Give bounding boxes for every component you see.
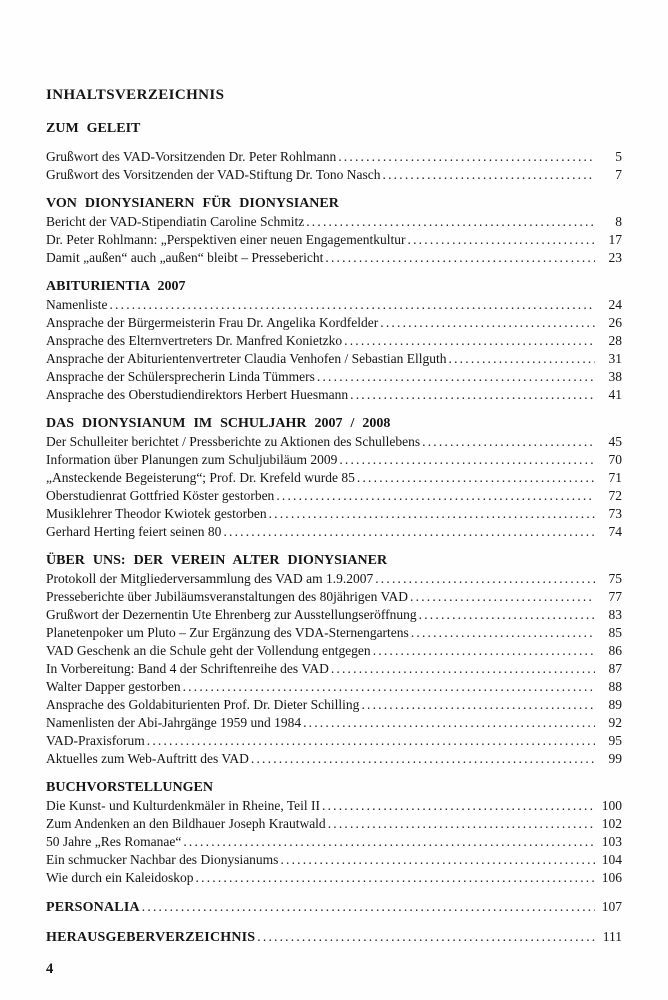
entry-title: Protokoll der Mitgliederversammlung des VAD am 1.9.2007 (46, 571, 374, 586)
toc-entry (46, 523, 622, 541)
dot-leader (196, 869, 595, 887)
entry-page-number: 95 (608, 733, 622, 748)
entry-page-number: 88 (608, 679, 622, 694)
entry-page-number: 8 (615, 214, 622, 229)
toc-entry (46, 368, 622, 386)
dot-leader (357, 469, 595, 487)
entry-page-number: 7 (615, 167, 622, 182)
entry-page-number: 17 (608, 232, 622, 247)
dot-leader (350, 386, 595, 404)
entry-title: Bericht der VAD-Stipendiatin Caroline Schmitz (46, 214, 305, 229)
entry-title: VAD-Praxisforum (46, 733, 145, 748)
page-number: 4 (46, 961, 54, 977)
entry-page-number: 72 (608, 488, 622, 503)
section-heading: ZUM GELEIT (46, 121, 141, 136)
entry-page-number: 73 (608, 506, 622, 521)
entry-title: Musiklehrer Theodor Kwiotek gestorben (46, 506, 267, 521)
entry-page-number: 41 (608, 387, 622, 402)
toc-sections (46, 120, 622, 947)
entry-title: Grußwort des VAD-Vorsitzenden Dr. Peter Rohlmann (46, 149, 337, 164)
dot-leader (257, 928, 595, 946)
entry-page-number: 24 (608, 297, 622, 312)
entry-title: Presseberichte über Jubiläumsveranstaltungen des 80jährigen VAD (46, 589, 409, 604)
toc-entry (46, 588, 622, 606)
toc-entry (46, 487, 622, 505)
entry-title: Walter Dapper gestorben (46, 679, 181, 694)
dot-leader (269, 505, 595, 523)
entry-page-number: 77 (608, 589, 622, 604)
dot-leader (325, 249, 595, 267)
entry-page-number: 99 (608, 751, 622, 766)
toc-heading-entry (46, 898, 622, 917)
toc-entry (46, 386, 622, 404)
dot-leader (410, 588, 595, 606)
toc-entry (46, 314, 622, 332)
toc-entry (46, 815, 622, 833)
toc-entry (46, 505, 622, 523)
toc-entry (46, 296, 622, 314)
section-heading: DAS DIONYSIANUM IM SCHULJAHR 2007 / 2008 (46, 416, 391, 431)
dot-leader (280, 851, 595, 869)
dot-leader (328, 815, 595, 833)
entry-page-number: 74 (608, 524, 622, 539)
entry-page-number: 85 (608, 625, 622, 640)
dot-leader (306, 213, 595, 231)
entry-title: Ein schmucker Nachbar des Dionysianums (46, 852, 279, 867)
entry-page-number: 70 (608, 452, 622, 467)
dot-leader (142, 898, 595, 916)
toc-entry (46, 570, 622, 588)
toc-entry (46, 451, 622, 469)
entry-page-number: 102 (601, 816, 622, 831)
dot-leader (419, 606, 595, 624)
toc-entry (46, 469, 622, 487)
toc-entry (46, 750, 622, 768)
dot-leader (109, 296, 595, 314)
entry-page-number: 87 (608, 661, 622, 676)
toc-entry (46, 350, 622, 368)
dot-leader (344, 332, 595, 350)
toc-entry (46, 660, 622, 678)
toc-section (46, 278, 622, 404)
dot-leader (339, 451, 595, 469)
entry-page-number: 111 (602, 929, 622, 944)
entry-page-number: 106 (601, 870, 622, 885)
toc-entry (46, 624, 622, 642)
entry-title: In Vorbereitung: Band 4 der Schriftenreihe des VAD (46, 661, 329, 676)
entry-title: Wie durch ein Kaleidoskop (46, 870, 194, 885)
entry-title: Ansprache der Abiturientenvertreter Claudia Venhofen / Sebastian Ellguth (46, 351, 447, 366)
toc-entry (46, 606, 622, 624)
entry-title: Gerhard Herting feiert seinen 80 (46, 524, 222, 539)
entry-title: Namenlisten der Abi-Jahrgänge 1959 und 1984 (46, 715, 302, 730)
entry-title: VAD Geschenk an die Schule geht der Vollendung entgegen (46, 643, 371, 658)
section-heading: VON DIONYSIANERN FÜR DIONYSIANER (46, 196, 339, 211)
entry-title: Ansprache des Goldabiturienten Prof. Dr. Dieter Schilling (46, 697, 360, 712)
toc-section (46, 415, 622, 541)
toc-entry (46, 249, 622, 267)
toc-entry (46, 642, 622, 660)
dot-leader (223, 523, 595, 541)
entry-title: Zum Andenken an den Bildhauer Joseph Krautwald (46, 816, 326, 831)
toc-entry (46, 213, 622, 231)
entry-page-number: 107 (601, 899, 622, 914)
section-heading: PERSONALIA (46, 900, 140, 915)
dot-leader (147, 732, 595, 750)
entry-title: Dr. Peter Rohlmann: „Perspektiven einer neuen Engagementkultur (46, 232, 406, 247)
entry-page-number: 71 (608, 470, 622, 485)
toc-entry (46, 696, 622, 714)
dot-leader (373, 642, 595, 660)
entry-title: Der Schulleiter berichtet / Pressberichte zu Aktionen des Schullebens (46, 434, 421, 449)
entry-page-number: 26 (608, 315, 622, 330)
entry-page-number: 104 (601, 852, 622, 867)
entry-title: Grußwort der Dezernentin Ute Ehrenberg zur Ausstellungseröffnung (46, 607, 417, 622)
toc-entry (46, 231, 622, 249)
entry-page-number: 92 (608, 715, 622, 730)
entry-page-number: 38 (608, 369, 622, 384)
entry-title: Planetenpoker um Pluto – Zur Ergänzung des VDA-Sternengartens (46, 625, 409, 640)
entry-title: Ansprache des Oberstudiendirektors Herbert Huesmann (46, 387, 349, 402)
dot-leader (375, 570, 595, 588)
toc-entry (46, 148, 622, 166)
toc-entry (46, 332, 622, 350)
toc-section (46, 898, 622, 917)
entry-page-number: 45 (608, 434, 622, 449)
entry-title: Damit „außen“ auch „außen“ bleibt – Pressebericht (46, 250, 324, 265)
toc-entry (46, 797, 622, 815)
dot-leader (183, 833, 595, 851)
dot-leader (411, 624, 595, 642)
dot-leader (449, 350, 595, 368)
dot-leader (331, 660, 595, 678)
toc-heading-entry (46, 928, 622, 947)
toc-section (46, 779, 622, 887)
entry-page-number: 86 (608, 643, 622, 658)
dot-leader (408, 231, 595, 249)
toc-section (46, 195, 622, 267)
entry-page-number: 5 (615, 149, 622, 164)
dot-leader (322, 797, 595, 815)
dot-leader (276, 487, 595, 505)
entry-title: Aktuelles zum Web-Auftritt des VAD (46, 751, 249, 766)
dot-leader (338, 148, 595, 166)
entry-page-number: 83 (608, 607, 622, 622)
toc-entry (46, 166, 622, 184)
entry-title: Information über Planungen zum Schuljubiläum 2009 (46, 452, 338, 467)
entry-title: Namenliste (46, 297, 108, 312)
toc-entry (46, 732, 622, 750)
toc-entry (46, 869, 622, 887)
entry-title: Oberstudienrat Gottfried Köster gestorben (46, 488, 275, 503)
entry-title: Die Kunst- und Kulturdenkmäler in Rheine, Teil II (46, 798, 320, 813)
dot-leader (361, 696, 595, 714)
dot-leader (380, 314, 595, 332)
entry-page-number: 23 (608, 250, 622, 265)
entry-title: Ansprache des Elternvertreters Dr. Manfred Konietzko (46, 333, 343, 348)
entry-page-number: 103 (601, 834, 622, 849)
entry-page-number: 31 (608, 351, 622, 366)
entry-page-number: 75 (608, 571, 622, 586)
toc-section (46, 928, 622, 947)
toc-entry (46, 678, 622, 696)
dot-leader (383, 166, 595, 184)
section-heading: ABITURIENTIA 2007 (46, 279, 186, 294)
section-heading: HERAUSGEBERVERZEICHNIS (46, 930, 256, 945)
toc-section (46, 552, 622, 768)
section-heading: BUCHVORSTELLUNGEN (46, 780, 213, 795)
dot-leader (422, 433, 595, 451)
entry-page-number: 28 (608, 333, 622, 348)
entry-title: „Ansteckende Begeisterung“; Prof. Dr. Krefeld wurde 85 (46, 470, 355, 485)
dot-leader (303, 714, 595, 732)
dot-leader (317, 368, 595, 386)
toc-title: INHALTSVERZEICHNIS (46, 87, 225, 103)
dot-leader (251, 750, 595, 768)
entry-page-number: 89 (608, 697, 622, 712)
toc-entry (46, 433, 622, 451)
entry-title: Ansprache der Bürgermeisterin Frau Dr. Angelika Kordfelder (46, 315, 379, 330)
toc-entry (46, 833, 622, 851)
entry-title: Ansprache der Schülersprecherin Linda Tümmers (46, 369, 315, 384)
entry-title: 50 Jahre „Res Romanae“ (46, 834, 182, 849)
entry-page-number: 100 (601, 798, 622, 813)
toc-entry (46, 714, 622, 732)
dot-leader (183, 678, 595, 696)
toc-section (46, 120, 622, 184)
toc-entry (46, 851, 622, 869)
entry-title: Grußwort des Vorsitzenden der VAD-Stiftung Dr. Tono Nasch (46, 167, 381, 182)
section-heading: ÜBER UNS: DER VEREIN ALTER DIONYSIANER (46, 553, 388, 568)
